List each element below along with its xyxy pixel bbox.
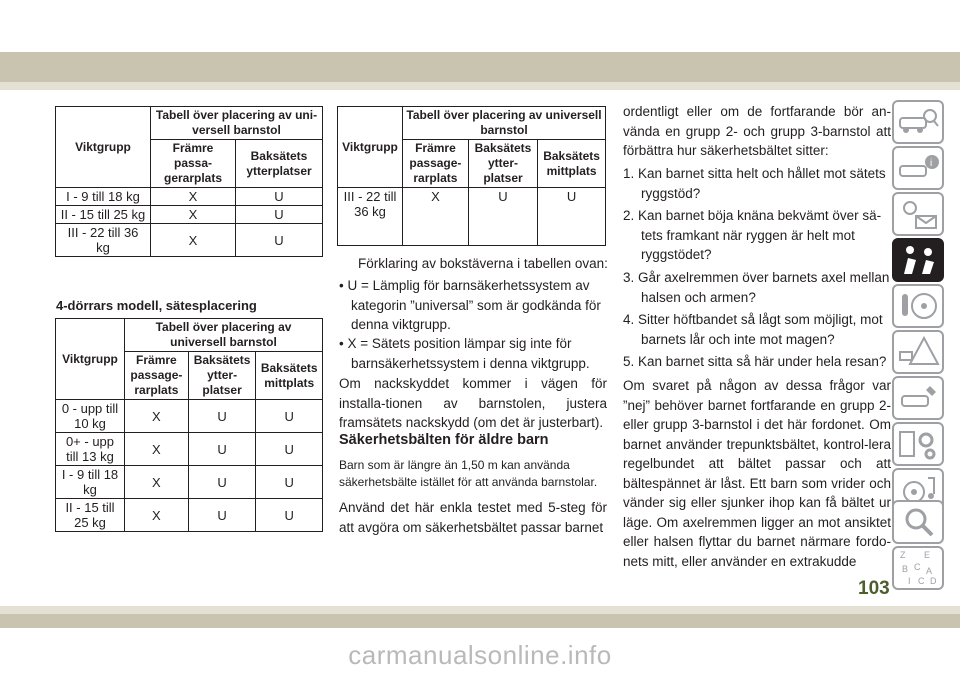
- step-4: 4. Sitter höftbandet så lågt som möjligt, mot barnets lår och inte mot magen?: [623, 312, 883, 347]
- table-row: I - 9 till 18 kg X U U: [56, 466, 323, 499]
- car-search-icon[interactable]: [892, 100, 944, 144]
- page-number: 103: [858, 578, 890, 599]
- final-paragraph: Om svaret på någon av dessa frågor var ”nej” behöver barnet fortfarande en grupp 2- eller grupp 3-barnstol i det här fordonet. Om barnet använder trepunktsbältet, kontrol-lera regelbundet att bältet passar och att bältespännet är låst. Ett barn som vrider och vänder sig eller sjunker ihop kan få bältet ur läge. Om axelremmen ligger an mot ansiktet eller halsen flyttar du barnet närmare fordo-nets mitt, eller använder en extrakudde: [623, 378, 891, 569]
- warning-triangle-icon[interactable]: [892, 330, 944, 374]
- bottom-decor-band-light: [0, 606, 960, 614]
- svg-text:I: I: [908, 576, 911, 586]
- step-2: 2. Kan barnet böja knäna bekvämt över sä-tets framkant när ryggen är helt mot ryggstödet?: [623, 208, 882, 262]
- svg-text:C: C: [918, 576, 925, 586]
- col-table-header: Tabell över placering av universell barnstol: [403, 107, 606, 140]
- col-front-seat: Främre passage-rarplats: [125, 352, 189, 400]
- car-service-icon[interactable]: [892, 376, 944, 420]
- step-1: 1. Kan barnet sitta helt och hållet mot sätets ryggstöd?: [623, 166, 886, 201]
- car-info-icon[interactable]: [892, 146, 944, 190]
- svg-text:E: E: [924, 550, 931, 560]
- section-subtitle: Barn som är längre än 1,50 m kan använda säkerhetsbälte istället för att använda barnstolar.: [339, 458, 598, 489]
- col-rear-outer: Baksätets ytter-platser: [468, 140, 537, 188]
- col-table-header: Tabell över placering av uni-versell barnstol: [151, 107, 323, 140]
- col-front-seat: Främre passage-rarplats: [403, 140, 469, 188]
- watermark: carmanualsonline.info: [348, 640, 612, 670]
- table-row: II - 15 till 25 kg X U: [56, 206, 323, 224]
- top-decor-band-light: [0, 82, 960, 90]
- headrest-paragraph: Om nackskyddet kommer i vägen för installa-tionen av barnstolen, justera framsätets nackskydd (om det är justerbart).: [339, 376, 607, 430]
- col-rear-middle: Baksätets mittplats: [256, 352, 323, 400]
- svg-text:B: B: [902, 564, 909, 574]
- explain-text: Förklaring av bokstäverna i tabellen ovan:: [358, 256, 608, 271]
- passenger-airbag-icon[interactable]: [892, 238, 944, 282]
- placement-table-1: [55, 106, 323, 257]
- placement-table-2: [55, 318, 323, 532]
- top-decor-band: [0, 52, 960, 82]
- col-rear-middle: Baksätets mittplats: [538, 140, 606, 188]
- steering-icon[interactable]: [892, 284, 944, 328]
- section-title: Säkerhetsbälten för äldre barn: [339, 432, 549, 448]
- step-5: 5. Kan barnet sitta så här under hela resan?: [623, 354, 887, 369]
- col-table-header: Tabell över placering av universell barnstol: [125, 319, 323, 352]
- col-rear-outer: Baksätets ytterplatser: [236, 140, 323, 188]
- svg-text:D: D: [930, 576, 937, 586]
- bullet-u: • U = Lämplig för barnsäkerhetssystem av kategorin ”universal” som är godkända för denna viktgrupp.: [339, 278, 601, 332]
- step-3: 3. Går axelremmen över barnets axel mellan halsen och armen?: [623, 270, 890, 305]
- section-heading-4door: 4-dörrars modell, sätesplacering: [56, 298, 257, 313]
- svg-text:Z: Z: [900, 550, 906, 560]
- maintenance-gears-icon[interactable]: [892, 422, 944, 466]
- table-row: II - 15 till 25 kg X U U: [56, 499, 323, 532]
- bottom-decor-band: [0, 614, 960, 628]
- col-weight-group: Viktgrupp: [56, 319, 125, 400]
- test-paragraph-start: Använd det här enkla testet med 5-steg för att avgöra om säkerhetsbältet passar barnet: [339, 500, 607, 535]
- svg-text:i: i: [930, 158, 933, 169]
- table-row: I - 9 till 18 kg X U: [56, 188, 323, 206]
- table-row: 0+ - upp till 13 kg X U U: [56, 433, 323, 466]
- dashboard-lights-icon[interactable]: [892, 192, 944, 236]
- svg-text:A: A: [926, 566, 933, 576]
- table-row: III - 22 till 36 kg X U: [56, 224, 323, 257]
- svg-text:C: C: [914, 562, 921, 572]
- table-row: III - 22 till 36 kg X U U: [338, 188, 606, 246]
- col-weight-group: Viktgrupp: [56, 107, 151, 188]
- bullet-x: • X = Sätets position lämpar sig inte för barnsäkerhetssystem i denna viktgrupp.: [339, 336, 590, 371]
- placement-table-3: [337, 106, 606, 246]
- search-icon[interactable]: [892, 500, 944, 544]
- test-paragraph-cont: ordentligt eller om de fortfarande bör an-vända en grupp 2- och grupp 3-barnstol att förbättra hur säkerhetsbältet sitter:: [623, 104, 891, 158]
- index-letters-icon[interactable]: [892, 546, 944, 590]
- col-weight-group: Viktgrupp: [338, 107, 403, 188]
- col-front-seat: Främre passa-gerarplats: [151, 140, 236, 188]
- table-row: 0 - upp till 10 kg X U U: [56, 400, 323, 433]
- col-rear-outer: Baksätets ytter-platser: [188, 352, 256, 400]
